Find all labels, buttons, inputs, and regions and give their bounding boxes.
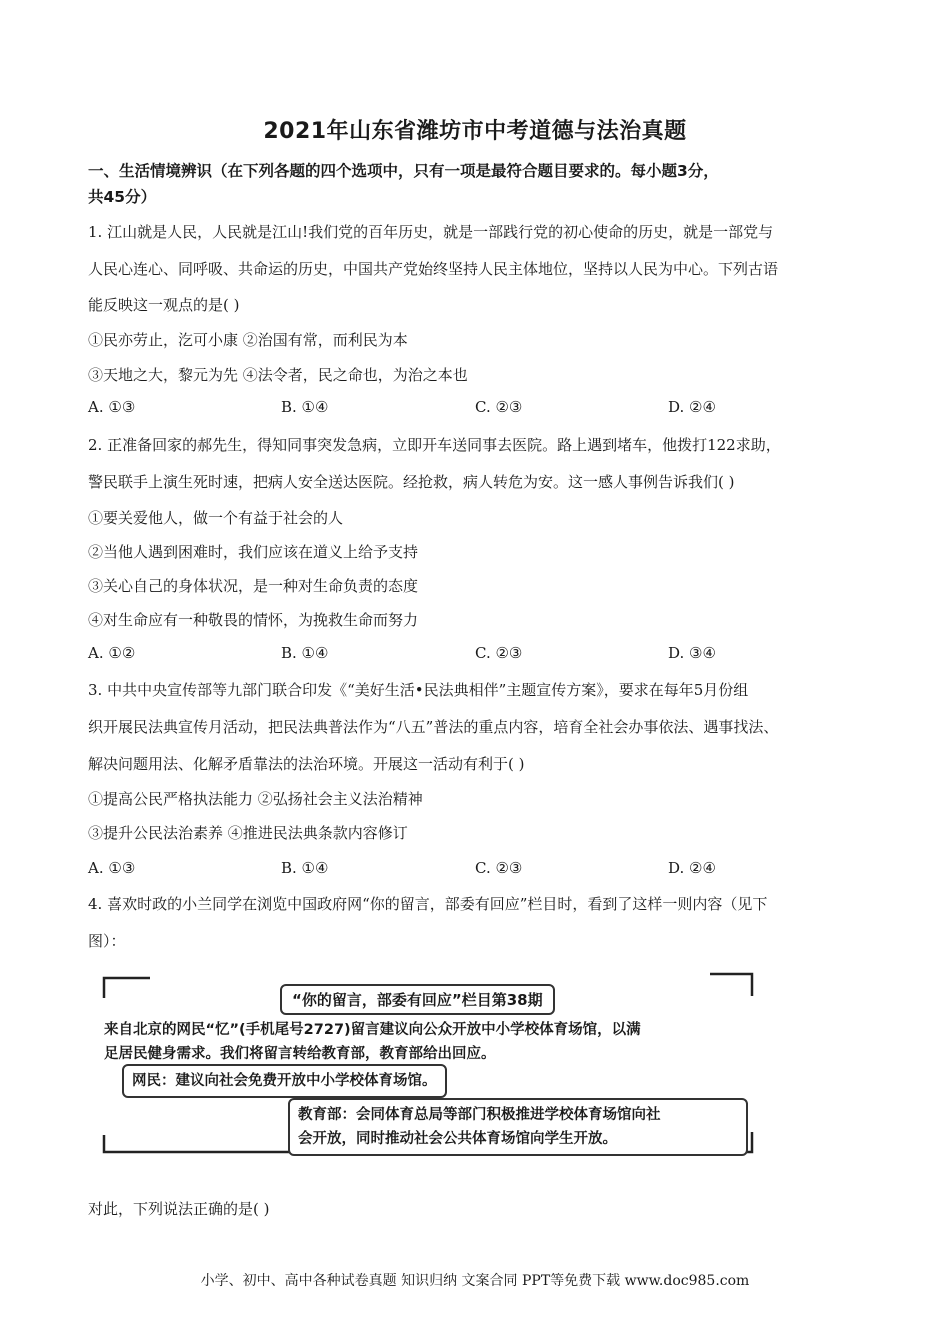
option-d: D. ②④ bbox=[668, 398, 716, 416]
ministry-reply-line: 教育部：会同体育总局等部门积极推进学校体育场馆向社 bbox=[298, 1107, 661, 1123]
option-a: A. ①② bbox=[88, 644, 136, 662]
ministry-reply-line: 会开放，同时推动社会公共体育场馆向学生开放。 bbox=[298, 1131, 617, 1147]
question-item: ③关心自己的身体状况，是一种对生命负责的态度 bbox=[88, 577, 419, 595]
option-b: B. ①④ bbox=[281, 859, 329, 877]
question-item: ④对生命应有一种敬畏的情怀，为挽救生命而努力 bbox=[88, 611, 419, 629]
question-text: 图）： bbox=[88, 932, 126, 950]
figure-intro: 足居民健身需求。我们将留言转给教育部，教育部给出回应。 bbox=[104, 1046, 496, 1062]
option-a: A. ①③ bbox=[88, 398, 136, 416]
question-text: 解决问题用法、化解矛盾靠法的法治环境。开展这一活动有利于( ) bbox=[88, 755, 525, 773]
option-c: C. ②③ bbox=[475, 398, 523, 416]
message-board-figure bbox=[100, 970, 760, 1166]
figure-intro: 来自北京的网民“忆”(手机尾号2727)留言建议向公众开放中小学校体育场馆，以满 bbox=[104, 1022, 641, 1038]
question-item: ①要关爱他人，做一个有益于社会的人 bbox=[88, 509, 344, 527]
question-text: 能反映这一观点的是( ) bbox=[88, 296, 240, 314]
question-item: ③天地之大，黎元为先 ④法令者，民之命也，为治之本也 bbox=[88, 366, 468, 384]
question-text: 人民心连心、同呼吸、共命运的历史，中国共产党始终坚持人民主体地位，坚持以人民为中心。下列古语 bbox=[88, 260, 779, 278]
section-heading-line: 共45分） bbox=[88, 188, 157, 206]
question-text: 对此，下列说法正确的是( ) bbox=[88, 1200, 270, 1218]
question-item: ①民亦劳止，汔可小康 ②治国有常，而利民为本 bbox=[88, 331, 408, 349]
figure-header: “你的留言，部委有回应”栏目第38期 bbox=[280, 984, 555, 1015]
page-title: 2021年山东省潍坊市中考道德与法治真题 bbox=[263, 119, 687, 144]
section-heading-line: 一、生活情境辨识（在下列各题的四个选项中，只有一项是最符合题目要求的。每小题3分， bbox=[88, 162, 719, 180]
option-c: C. ②③ bbox=[475, 644, 523, 662]
question-text: 4. 喜欢时政的小兰同学在浏览中国政府网“你的留言，部委有回应”栏目时，看到了这样一则内容（见下 bbox=[88, 895, 768, 913]
question-text: 2. 正准备回家的郝先生，得知同事突发急病，立即开车送同事去医院。路上遇到堵车，他拨打122求助， bbox=[88, 436, 781, 454]
page-footer: 小学、初中、高中各种试卷真题 知识归纳 文案合同 PPT等免费下载 www.doc985.com bbox=[200, 1273, 750, 1289]
question-item: ①提高公民严格执法能力 ②弘扬社会主义法治精神 bbox=[88, 790, 423, 808]
option-d: D. ②④ bbox=[668, 859, 716, 877]
question-text: 1. 江山就是人民，人民就是江山!我们党的百年历史，就是一部践行党的初心使命的历史，就是一部党与 bbox=[88, 223, 774, 241]
option-b: B. ①④ bbox=[281, 398, 329, 416]
question-text: 3. 中共中央宣传部等九部门联合印发《“美好生活•民法典相伴”主题宣传方案》，要求在每年5月份组 bbox=[88, 681, 749, 699]
option-d: D. ③④ bbox=[668, 644, 716, 662]
question-item: ③提升公民法治素养 ④推进民法典条款内容修订 bbox=[88, 824, 408, 842]
question-text: 织开展民法典宣传月活动，把民法典普法作为“八五”普法的重点内容，培育全社会办事依法、遇事找法、 bbox=[88, 718, 779, 736]
option-b: B. ①④ bbox=[281, 644, 329, 662]
ministry-reply bbox=[288, 1098, 748, 1156]
question-item: ②当他人遇到困难时，我们应该在道义上给予支持 bbox=[88, 543, 419, 561]
netizen-message: 网民：建议向社会免费开放中小学校体育场馆。 bbox=[122, 1064, 447, 1098]
option-c: C. ②③ bbox=[475, 859, 523, 877]
question-text: 警民联手上演生死时速，把病人安全送达医院。经抢救，病人转危为安。这一感人事例告诉我们( ) bbox=[88, 473, 735, 491]
option-a: A. ①③ bbox=[88, 859, 136, 877]
section-heading bbox=[88, 158, 878, 210]
